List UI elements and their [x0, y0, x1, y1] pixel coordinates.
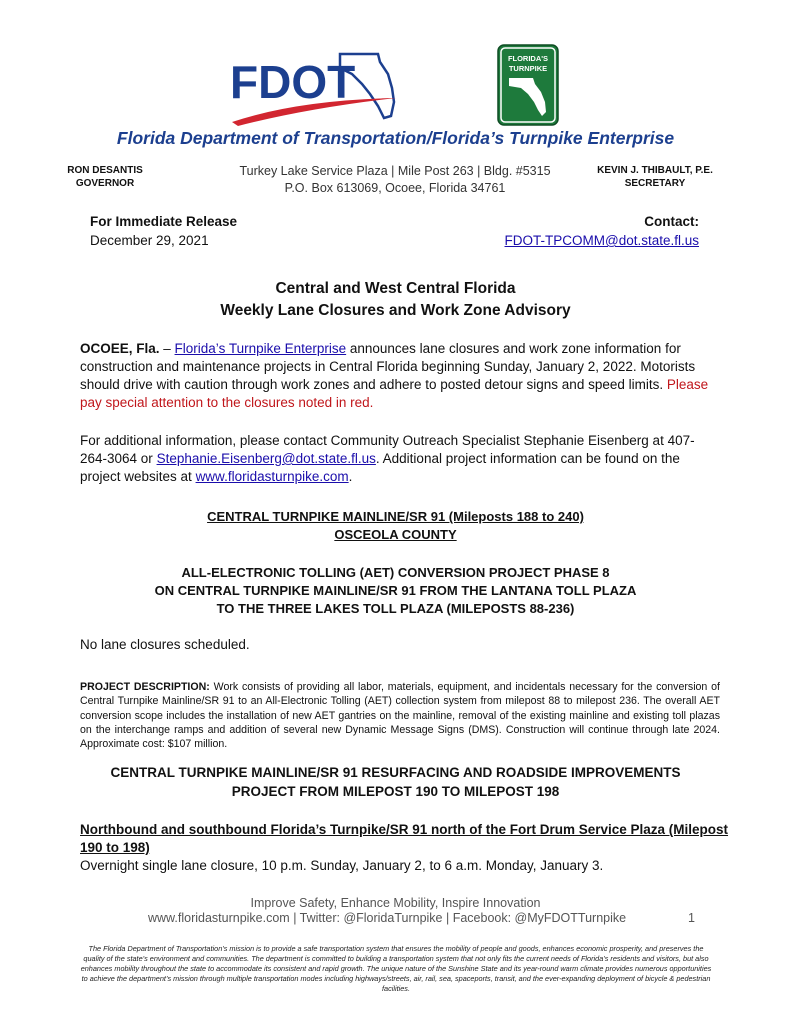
contact-paragraph: For additional information, please contact Community Outreach Specialist Stephanie Eisenberg at 407-264-3064 or Stephanie.Eisenberg@dot.state.fl.us. Additional project information can be found on the project websites at www.floridasturnpike.com.	[80, 433, 695, 484]
section-heading-aet: ALL-ELECTRONIC TOLLING (AET) CONVERSION PROJECT PHASE 8 ON CENTRAL TURNPIKE MAINLINE/SR 91 FROM THE LANTANA TOLL PLAZA TO THE THREE LAKES TOLL PLAZA (MILEPOSTS 88-236)	[154, 565, 637, 616]
release-label: For Immediate Release	[90, 214, 238, 229]
agency-title: Florida Department of Transportation/Florida’s Turnpike Enterprise	[116, 128, 675, 148]
footer-slogan: Improve Safety, Enhance Mobility, Inspire Innovation	[250, 896, 541, 910]
section-heading-mainline: CENTRAL TURNPIKE MAINLINE/SR 91 (Mileposts 188 to 240) OSCEOLA COUNTY	[207, 509, 584, 542]
headline-line-2: Weekly Lane Closures and Work Zone Advisory	[220, 302, 571, 319]
release-date: December 29, 2021	[90, 233, 209, 248]
turnpike-enterprise-link[interactable]: Florida’s Turnpike Enterprise	[174, 341, 347, 356]
governor-title: GOVERNOR	[75, 178, 135, 189]
svg-text:FLORIDA'S: FLORIDA'S	[507, 54, 549, 63]
mission-statement: The Florida Department of Transportation’s mission is to provide a safe transportation system that ensures the mobility of people and goods, enhances economic prosperity, and preserves the quality of the state’s environment and communities. The department is committed to building a transportation system that not only fits the current needs of Florida’s residents and visitors, but also enhances mobility throughout the state to accommodate its consistent and rapid growth. The unique nature of the Sunshine State and its year-round warm climate provides numerous opportunities to achieve the department’s mission through multiple transportation modes including highways/streets, air, rail, sea, spaceports, transit, and the ever-expanding deployment of bicycle & pedestrian facilities.	[80, 944, 712, 993]
secretary-title: SECRETARY	[624, 178, 686, 189]
no-closures-text: No lane closures scheduled.	[80, 637, 250, 652]
governor-block	[60, 164, 150, 190]
footer-links: www.floridasturnpike.com | Twitter: @FloridaTurnpike | Facebook: @MyFDOTTurnpike	[148, 911, 627, 925]
closure-item	[80, 821, 740, 875]
svg-text:TURNPIKE: TURNPIKE	[508, 64, 548, 73]
contact-block	[505, 212, 699, 250]
fdot-logo	[228, 48, 398, 130]
headline-line-1: Central and West Central Florida	[275, 280, 516, 297]
section-heading-resurfacing: CENTRAL TURNPIKE MAINLINE/SR 91 RESURFACING AND ROADSIDE IMPROVEMENTS PROJECT FROM MILEPOST 190 TO MILEPOST 198	[110, 765, 681, 799]
contact-label: Contact:	[644, 214, 699, 229]
address-line-2: P.O. Box 613069, Ocoee, Florida 34761	[284, 181, 506, 195]
secretary-name: KEVIN J. THIBAULT, P.E.	[597, 165, 713, 176]
project-description-label: PROJECT DESCRIPTION:	[80, 681, 210, 693]
secretary-block	[590, 164, 720, 190]
contact-email-link[interactable]: FDOT-TPCOMM@dot.state.fl.us	[504, 233, 699, 248]
closure-heading: Northbound and southbound Florida’s Turnpike/SR 91 north of the Fort Drum Service Plaza (Milepost 190 to 198)	[80, 822, 729, 855]
florida-turnpike-logo	[497, 44, 559, 126]
address-block	[200, 163, 590, 197]
address-line-1: Turkey Lake Service Plaza | Mile Post 263 | Bldg. #5315	[239, 164, 551, 178]
dateline: OCOEE, Fla.	[80, 341, 160, 356]
closure-detail: Overnight single lane closure, 10 p.m. Sunday, January 2, to 6 a.m. Monday, January 3.	[80, 858, 604, 873]
fdot-logo-text: FDOT	[230, 56, 356, 108]
governor-name: RON DESANTIS	[67, 165, 143, 176]
project-description: PROJECT DESCRIPTION: Work consists of providing all labor, materials, equipment, and incidentals necessary for the conversion of Central Turnpike Mainline/SR 91 to an All-Electronic Tolling (AET) collection system from milepost 88 to milepost 236. The overall AET conversion scope includes the installation of new AET gantries on the mainline, removal of the existing mainline and existing toll plazas on the interchange ramps and addition of several new Dynamic Message Signs (DMS). Construction will continue through late 2024. Approximate cost: $107 million.	[80, 681, 720, 751]
red-notice: Please pay special attention to the closures noted in red.	[80, 377, 709, 410]
stephanie-email-link[interactable]: Stephanie.Eisenberg@dot.state.fl.us	[156, 451, 376, 466]
page-number: 1	[688, 911, 695, 925]
website-link[interactable]: www.floridasturnpike.com	[195, 469, 349, 484]
headline	[0, 278, 791, 322]
intro-paragraph: OCOEE, Fla. – Florida’s Turnpike Enterprise announces lane closures and work zone information for construction and maintenance projects in Central Florida beginning Sunday, January 2, 2022. Motorists should drive with caution through work zones and adhere to posted detour signs and speed limits. Please pay special attention to the closures noted in red.	[80, 341, 709, 410]
release-block	[90, 212, 237, 250]
